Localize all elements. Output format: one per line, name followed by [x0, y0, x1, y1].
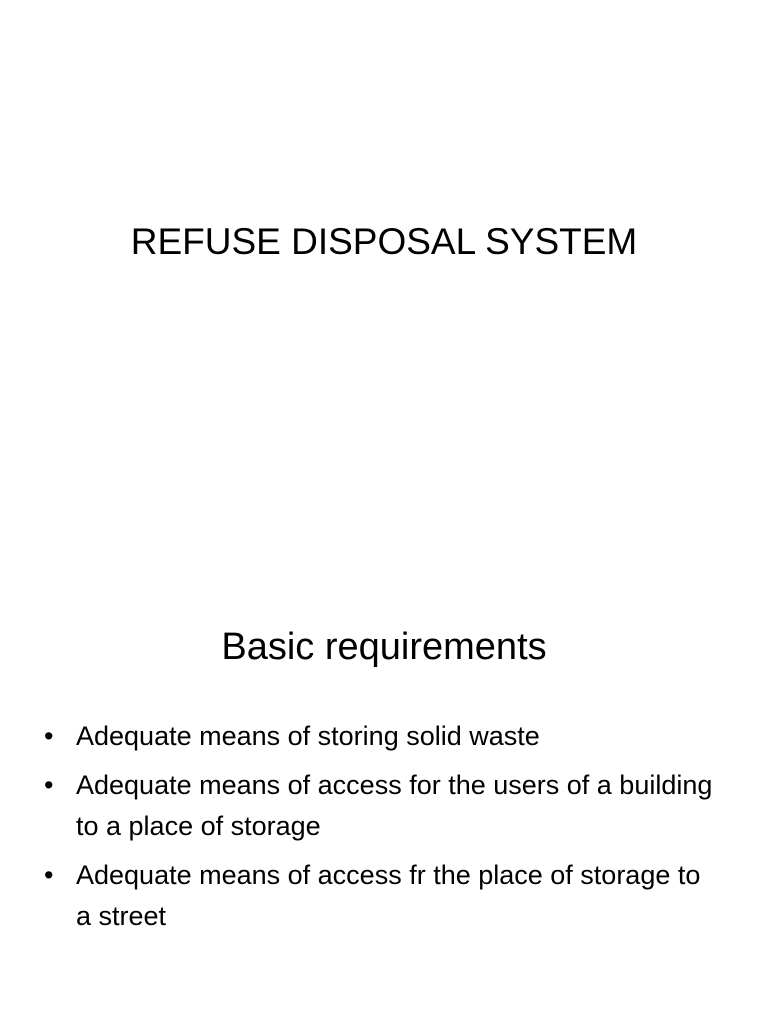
bullet-icon: •: [44, 770, 54, 800]
slide-title: REFUSE DISPOSAL SYSTEM: [130, 221, 638, 262]
bullet-text: Adequate means of storing solid waste: [76, 721, 540, 751]
bullet-item: [40, 855, 720, 937]
bullet-icon: •: [44, 721, 54, 751]
bullet-text: Adequate means of access fr the place of storage to a street: [76, 860, 701, 931]
bullet-list: [40, 716, 720, 945]
content-slide: [0, 560, 768, 1024]
bullet-icon: •: [44, 860, 54, 890]
bullet-item: [40, 765, 720, 847]
bullet-text: Adequate means of access for the users of a building to a place of storage: [76, 770, 713, 841]
bullet-item: [40, 716, 720, 757]
slide-heading: Basic requirements: [221, 626, 547, 668]
